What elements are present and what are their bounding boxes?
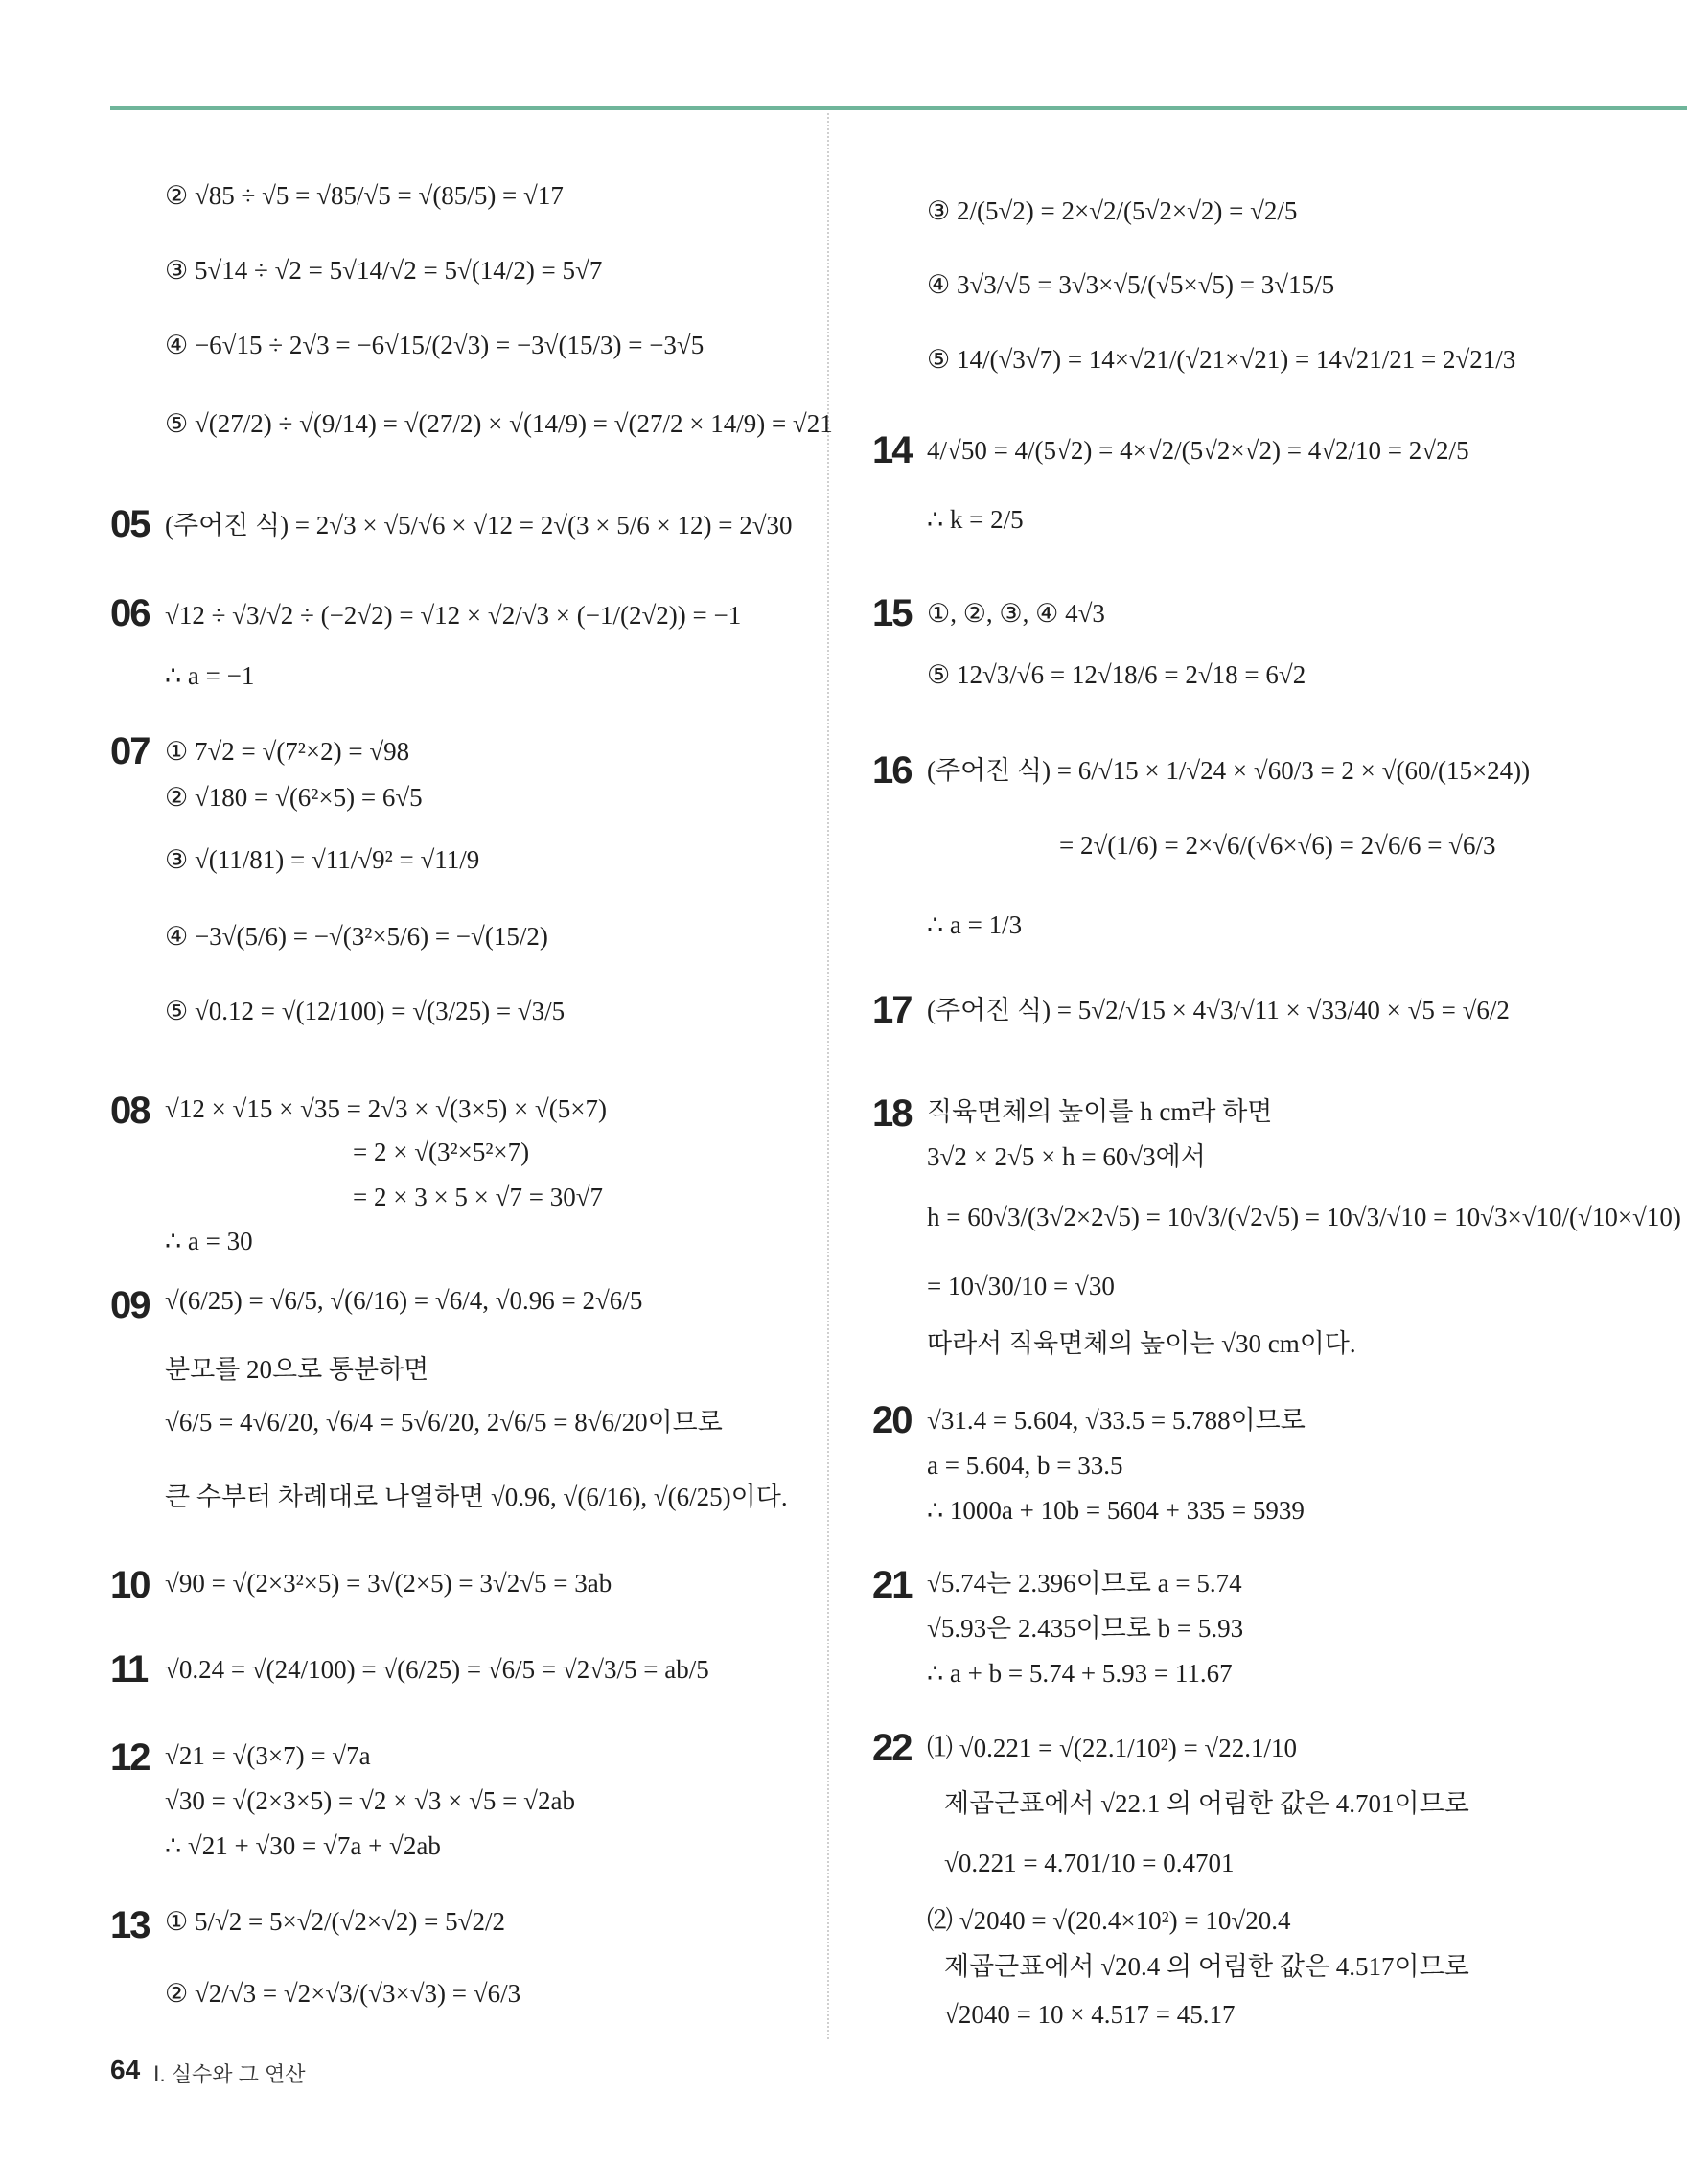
solution-line: h = 60√3/(3√2×2√5) = 10√3/(√2√5) = 10√3/√10 = 10√3×√10/(√10×√10)	[927, 1203, 1681, 1231]
problem-number: 07	[110, 730, 150, 772]
solution-line: = 2 × √(3²×5²×7)	[353, 1138, 530, 1166]
solution-line: ∴ a = 1/3	[927, 910, 1023, 939]
solution-line: ④ 3√3/√5 = 3√3×√5/(√5×√5) = 3√15/5	[927, 270, 1335, 299]
solution-line: √21 = √(3×7) = √7a	[165, 1741, 371, 1770]
solution-line: √6/5 = 4√6/20, √6/4 = 5√6/20, 2√6/5 = 8√6/20이므로	[165, 1408, 723, 1437]
solution-line: a = 5.604, b = 33.5	[927, 1451, 1123, 1480]
solution-line: (주어진 식) = 2√3 × √5/√6 × √12 = 2√(3 × 5/6 × 12) = 2√30	[165, 511, 793, 540]
solution-line: ⑵ √2040 = √(20.4×10²) = 10√20.4	[927, 1906, 1291, 1935]
header-rule	[110, 106, 1687, 110]
solution-line: ③ 2/(5√2) = 2×√2/(5√2×√2) = √2/5	[927, 196, 1298, 225]
solution-line: 제곱근표에서 √20.4 의 어림한 값은 4.517이므로	[944, 1952, 1469, 1981]
problem-number: 16	[872, 749, 912, 792]
solution-line: ③ √(11/81) = √11/√9² = √11/9	[165, 845, 480, 874]
column-divider	[827, 113, 829, 2039]
solution-line: 직육면체의 높이를 h cm라 하면	[927, 1097, 1273, 1126]
problem-number: 15	[872, 592, 912, 634]
solution-line: √31.4 = 5.604, √33.5 = 5.788이므로	[927, 1406, 1306, 1435]
problem-number: 10	[110, 1564, 150, 1606]
solution-line: ∴ 1000a + 10b = 5604 + 335 = 5939	[927, 1496, 1305, 1525]
solution-line: √0.221 = 4.701/10 = 0.4701	[944, 1849, 1235, 1877]
problem-number: 18	[872, 1092, 912, 1135]
solution-line: ⑤ √0.12 = √(12/100) = √(3/25) = √3/5	[165, 997, 566, 1025]
problem-number: 09	[110, 1284, 150, 1326]
problem-number: 21	[872, 1564, 912, 1606]
problem-number: 20	[872, 1399, 912, 1441]
problem-number: 11	[110, 1648, 148, 1690]
solution-line: ∴ k = 2/5	[927, 505, 1024, 534]
solution-line: ② √2/√3 = √2×√3/(√3×√3) = √6/3	[165, 1979, 521, 2008]
problem-number: 22	[872, 1727, 912, 1769]
solution-line: = 2√(1/6) = 2×√6/(√6×√6) = 2√6/6 = √6/3	[1059, 831, 1496, 860]
problem-number: 17	[872, 989, 912, 1031]
solution-line: √0.24 = √(24/100) = √(6/25) = √6/5 = √2√3/5 = ab/5	[165, 1655, 709, 1684]
problem-number: 05	[110, 503, 150, 545]
solution-line: (주어진 식) = 5√2/√15 × 4√3/√11 × √33/40 × √5 = √6/2	[927, 996, 1510, 1024]
solution-line: ①, ②, ③, ④ 4√3	[927, 599, 1105, 628]
solution-line: 따라서 직육면체의 높이는 √30 cm이다.	[927, 1329, 1356, 1358]
solution-line: 3√2 × 2√5 × h = 60√3에서	[927, 1142, 1206, 1171]
solution-line: 4/√50 = 4/(5√2) = 4×√2/(5√2×√2) = 4√2/10 = 2√2/5	[927, 436, 1469, 465]
page-number: 64	[110, 2055, 141, 2084]
solution-line: ② √85 ÷ √5 = √85/√5 = √(85/5) = √17	[165, 181, 564, 210]
solution-line: √30 = √(2×3×5) = √2 × √3 × √5 = √2ab	[165, 1786, 575, 1815]
solution-line: √5.74는 2.396이므로 a = 5.74	[927, 1569, 1242, 1598]
solution-line: ② √180 = √(6²×5) = 6√5	[165, 783, 423, 812]
problem-number: 14	[872, 429, 912, 471]
solution-line: √2040 = 10 × 4.517 = 45.17	[944, 2000, 1236, 2029]
chapter-title: Ⅰ. 실수와 그 연산	[153, 2062, 306, 2086]
solution-line: ⑤ 12√3/√6 = 12√18/6 = 2√18 = 6√2	[927, 660, 1306, 689]
solution-line: ∴ √21 + √30 = √7a + √2ab	[165, 1831, 441, 1860]
solution-line: √(6/25) = √6/5, √(6/16) = √6/4, √0.96 = 2√6/5	[165, 1286, 643, 1315]
solution-line: = 10√30/10 = √30	[927, 1272, 1115, 1300]
problem-number: 12	[110, 1736, 150, 1779]
problem-number: 08	[110, 1090, 150, 1132]
solution-line: √12 × √15 × √35 = 2√3 × √(3×5) × √(5×7)	[165, 1094, 607, 1123]
solution-line: = 2 × 3 × 5 × √7 = 30√7	[353, 1183, 604, 1211]
solution-line: ① 7√2 = √(7²×2) = √98	[165, 737, 410, 766]
solution-line: √5.93은 2.435이므로 b = 5.93	[927, 1614, 1244, 1643]
solution-line: ∴ a = −1	[165, 661, 255, 690]
problem-number: 06	[110, 592, 150, 634]
solution-line: ∴ a = 30	[165, 1227, 253, 1255]
solution-line: ④ −3√(5/6) = −√(3²×5/6) = −√(15/2)	[165, 922, 548, 951]
solution-line: ③ 5√14 ÷ √2 = 5√14/√2 = 5√(14/2) = 5√7	[165, 256, 603, 285]
solution-line: ④ −6√15 ÷ 2√3 = −6√15/(2√3) = −3√(15/3) = −3√5	[165, 331, 705, 359]
solution-line: 큰 수부터 차례대로 나열하면 √0.96, √(6/16), √(6/25)이다.	[165, 1483, 788, 1511]
solution-line: ① 5/√2 = 5×√2/(√2×√2) = 5√2/2	[165, 1907, 505, 1936]
solution-line: ∴ a + b = 5.74 + 5.93 = 11.67	[927, 1659, 1233, 1688]
solution-line: 제곱근표에서 √22.1 의 어림한 값은 4.701이므로	[944, 1789, 1469, 1818]
solution-line: (주어진 식) = 6/√15 × 1/√24 × √60/3 = 2 × √(60/(15×24))	[927, 756, 1531, 785]
solution-line: ⑴ √0.221 = √(22.1/10²) = √22.1/10	[927, 1734, 1297, 1762]
solution-line: √90 = √(2×3²×5) = 3√(2×5) = 3√2√5 = 3ab	[165, 1569, 612, 1598]
solution-line: 분모를 20으로 통분하면	[165, 1355, 429, 1384]
problem-number: 13	[110, 1904, 150, 1946]
solution-line: ⑤ √(27/2) ÷ √(9/14) = √(27/2) × √(14/9) = √(27/2 × 14/9) = √21	[165, 409, 833, 438]
solution-line: ⑤ 14/(√3√7) = 14×√21/(√21×√21) = 14√21/21 = 2√21/3	[927, 345, 1516, 374]
solution-line: √12 ÷ √3/√2 ÷ (−2√2) = √12 × √2/√3 × (−1/(2√2)) = −1	[165, 601, 742, 630]
